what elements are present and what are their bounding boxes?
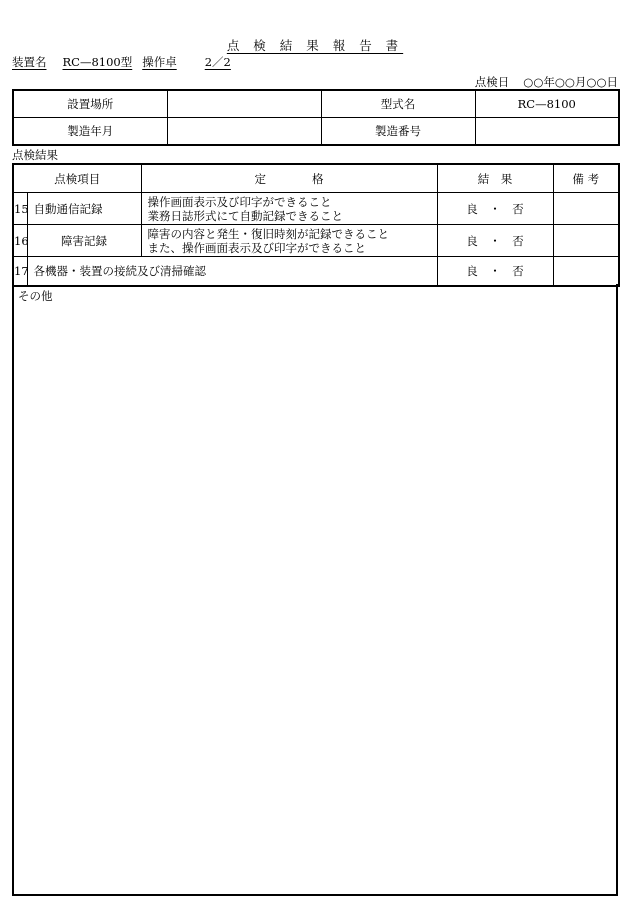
spec-line: また、操作画面表示及び印字ができること <box>147 240 366 255</box>
table-row <box>13 257 619 287</box>
inspection-results-table <box>12 163 620 287</box>
header-result: 結 果 <box>437 164 553 193</box>
device-info-table <box>12 89 620 146</box>
header-item: 点検項目 <box>13 164 141 193</box>
row-remarks <box>553 225 619 257</box>
row-remarks <box>553 257 619 287</box>
row-result: 良 ・ 否 <box>437 193 553 225</box>
row-item: 自動通信記録 <box>27 193 141 225</box>
header-remarks: 備 考 <box>553 164 619 193</box>
inspection-date <box>475 74 618 90</box>
row-result: 良 ・ 否 <box>437 225 553 257</box>
table-row <box>13 225 619 257</box>
device-unit: 操作卓 <box>142 55 177 69</box>
row-remarks <box>553 193 619 225</box>
row-spec <box>141 193 437 225</box>
model-label: 型式名 <box>321 90 475 118</box>
report-title: 点 検 結 果 報 告 書 <box>226 38 404 53</box>
device-label: 装置名 <box>12 55 47 69</box>
install-place-value <box>167 90 321 118</box>
model-value: RC—8100 <box>475 90 619 118</box>
other-notes-box <box>12 284 618 896</box>
serial-label: 製造番号 <box>321 118 475 146</box>
spec-line: 障害の内容と発生・復旧時刻が記録できること <box>147 226 389 241</box>
row-item: 障害記録 <box>27 225 141 257</box>
spec-line: 業務日誌形式にて自動記録できること <box>147 208 343 223</box>
header-spec: 定 格 <box>141 164 437 193</box>
spec-line: 操作画面表示及び印字ができること <box>147 194 332 209</box>
row-number: 16 <box>13 225 27 257</box>
results-section-label: 点検結果 <box>12 148 58 162</box>
page-number: 2／2 <box>204 55 231 69</box>
date-label: 点検日 <box>474 75 510 89</box>
row-number: 15 <box>13 193 27 225</box>
serial-value <box>475 118 619 146</box>
row-number: 17 <box>13 257 27 287</box>
row-item: 各機器・装置の接続及び清掃確認 <box>27 257 437 287</box>
row-result: 良 ・ 否 <box>437 257 553 287</box>
other-notes-label: その他 <box>18 289 53 303</box>
install-place-label: 設置場所 <box>13 90 167 118</box>
results-header-row <box>13 164 619 193</box>
date-value: ○○年○○月○○日 <box>523 75 618 89</box>
device-model: RC—8100型 <box>62 55 133 69</box>
table-row <box>13 193 619 225</box>
device-name-line <box>12 54 231 70</box>
manufacture-date-label: 製造年月 <box>13 118 167 146</box>
row-spec <box>141 225 437 257</box>
manufacture-date-value <box>167 118 321 146</box>
